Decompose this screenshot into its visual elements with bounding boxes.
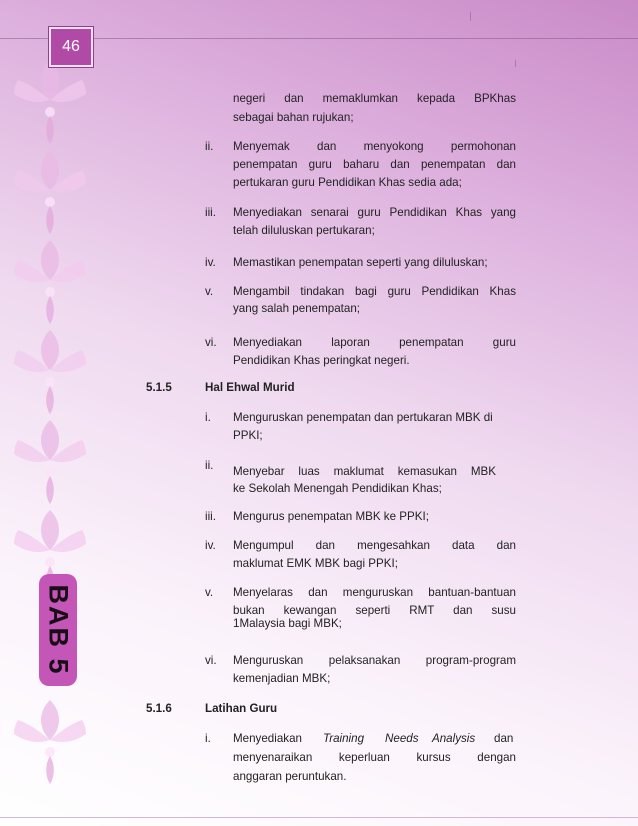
list-item-line: Mengumpul dan mengesahkan data dan xyxy=(233,539,516,552)
list-item-line: menyenaraikan keperluan kursus dengan xyxy=(233,751,516,764)
continuation-line: negeri dan memaklumkan kepada BPKhas xyxy=(233,92,516,105)
list-item-word: Menyediakan xyxy=(233,732,302,745)
list-numeral: i. xyxy=(205,411,211,424)
section-number: 5.1.6 xyxy=(146,702,172,715)
list-numeral: iii. xyxy=(205,510,216,523)
continuation-line: sebagai bahan rujukan; xyxy=(233,111,354,124)
list-item-line: Menyediakan laporan penempatan guru xyxy=(233,336,516,349)
list-item-line: bukan kewangan seperti RMT dan susu xyxy=(233,604,516,617)
list-item-line: kemenjadian MBK; xyxy=(233,672,331,685)
list-item-line: Menguruskan penempatan dan pertukaran MBK di xyxy=(233,411,493,424)
list-numeral: v. xyxy=(205,285,214,298)
list-item-line: yang salah penempatan; xyxy=(233,302,360,315)
list-item-line: Memastikan penempatan seperti yang diluluskan; xyxy=(233,256,488,269)
floral-border-decoration xyxy=(0,0,100,826)
list-numeral: v. xyxy=(205,586,214,599)
list-item-line: 1Malaysia bagi MBK; xyxy=(233,617,342,630)
list-item-line: telah diluluskan pertukaran; xyxy=(233,224,375,237)
list-item-line: maklumat EMK MBK bagi PPKI; xyxy=(233,557,398,570)
footer-rule xyxy=(0,817,638,818)
chapter-tab-label: BAB 5 xyxy=(43,584,74,676)
list-item-line: Menguruskan pelaksanakan program-program xyxy=(233,654,516,667)
list-item-line: PPKI; xyxy=(233,429,263,442)
list-item-word-italic: Analysis xyxy=(432,732,476,745)
list-item-line: Menyemak dan menyokong permohonan xyxy=(233,140,516,153)
list-item-line: Mengurus penempatan MBK ke PPKI; xyxy=(233,510,429,523)
list-item-line: pertukaran guru Pendidikan Khas sedia ada; xyxy=(233,176,462,189)
list-numeral: ii. xyxy=(205,459,214,472)
list-item-line: Pendidikan Khas peringkat negeri. xyxy=(233,354,410,367)
list-numeral: ii. xyxy=(205,140,214,153)
list-numeral: iv. xyxy=(205,539,216,552)
list-numeral: vi. xyxy=(205,336,217,349)
list-item-line: ke Sekolah Menengah Pendidikan Khas; xyxy=(233,482,442,495)
section-number: 5.1.5 xyxy=(146,381,172,394)
list-item-line: Menyelaras dan menguruskan bantuan-bantuan xyxy=(233,586,516,599)
list-item-line: Menyebar luas maklumat kemasukan MBK xyxy=(233,465,496,478)
header-rule xyxy=(0,38,638,39)
decorative-tick xyxy=(515,60,516,67)
page-number: 46 xyxy=(49,27,93,67)
list-item-line: Menyediakan senarai guru Pendidikan Khas yang xyxy=(233,206,516,219)
list-numeral: iii. xyxy=(205,206,216,219)
section-title: Hal Ehwal Murid xyxy=(205,381,295,394)
list-item-line: penempatan guru baharu dan penempatan dan xyxy=(233,158,516,171)
list-item-line: anggaran peruntukan. xyxy=(233,770,347,783)
list-item-word: dan xyxy=(494,732,514,745)
list-numeral: iv. xyxy=(205,256,216,269)
list-item-word-italic: Needs xyxy=(385,732,419,745)
list-item-word-italic: Training xyxy=(323,732,365,745)
decorative-tick xyxy=(470,12,471,21)
list-item-line: Mengambil tindakan bagi guru Pendidikan Khas xyxy=(233,285,516,298)
list-numeral: i. xyxy=(205,732,211,745)
section-title: Latihan Guru xyxy=(205,702,278,715)
list-numeral: vi. xyxy=(205,654,217,667)
